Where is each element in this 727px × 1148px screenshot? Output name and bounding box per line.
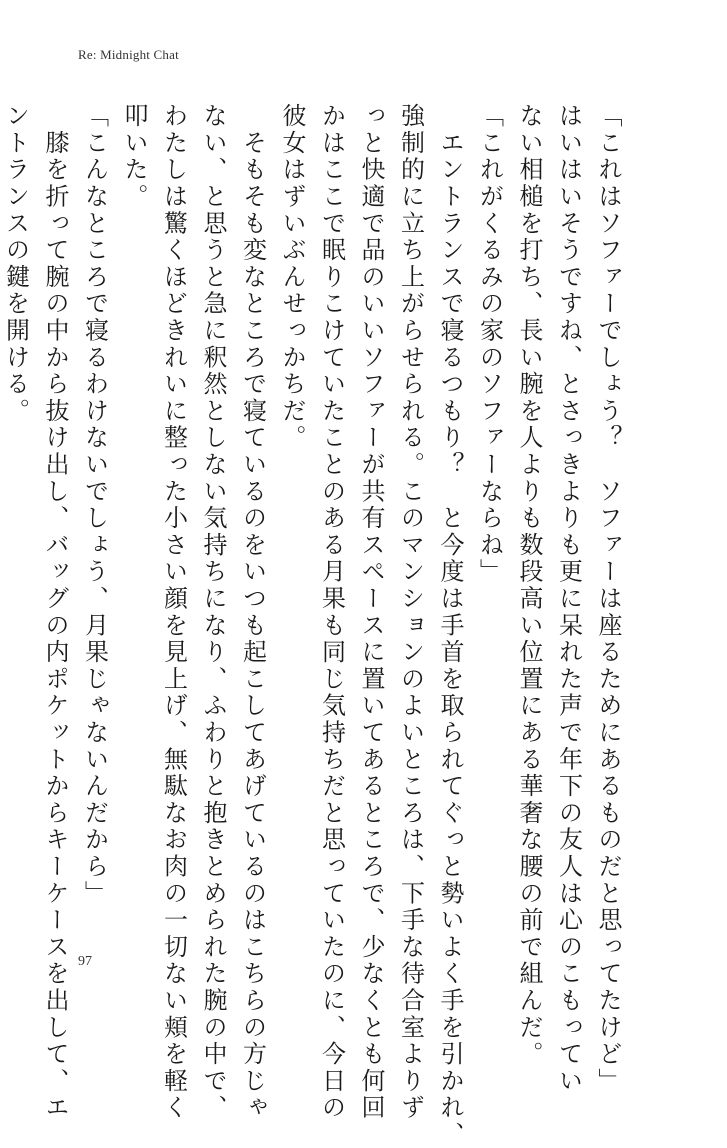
text-line: 「こんなところで寝るわけないでしょう、月果じゃないんだから」 [80,103,109,907]
text-line: 強制的に立ち上がらせられる。このマンションのよいところは、下手な待合室よりず [396,103,425,1122]
page-number: 97 [78,954,92,969]
text-line: 膝を折って腕の中から抜け出し、バッグの内ポケットからキーケースを出して、エ [41,103,69,1122]
text-line: ントランスの鍵を開ける。 [1,103,30,425]
running-head: Re: Midnight Chat [78,47,179,62]
text-line: 「これはソファーでしょう？ ソファーは座るためにあるものだと思ってたけど」 [594,103,622,1095]
text-line: わたしは驚くほどきれいに整った小さい顔を見上げ、無駄なお肉の一切ない頬を軽く [159,103,188,1122]
text-line: 叩いた。 [120,103,148,211]
text-line: ない、と思うと急に釈然としない気持ちになり、ふわりと抱きとめられた腕の中で、 [199,103,227,1122]
text-line: かはここで眠りこけていたことのある月果も同じ気持ちだと思っていたのに、今日の [317,103,346,1122]
text-line: エントランスで寝るつもり？ と今度は手首を取られてぐっと勢いよく手を引かれ、 [436,103,464,1148]
text-line: っと快適で品のいいソファーが共有スペースに置いてあるところで、少なくとも何回 [357,103,385,1122]
text-line: はいはいそうですね、とさっきよりも更に呆れた声で年下の友人は心のこもってい [554,103,583,1095]
text-line: 彼女はずいぶんせっかちだ。 [278,103,306,452]
text-line: 「これがくるみの家のソファーならね」 [475,103,504,586]
text-line: そもそも変なところで寝ているのをいつも起こしてあげているのはこちらの方じゃ [238,103,267,1122]
text-line: ない相槌を打ち、長い腕を人よりも数段高い位置にある華奢な腰の前で組んだ。 [515,103,543,1068]
